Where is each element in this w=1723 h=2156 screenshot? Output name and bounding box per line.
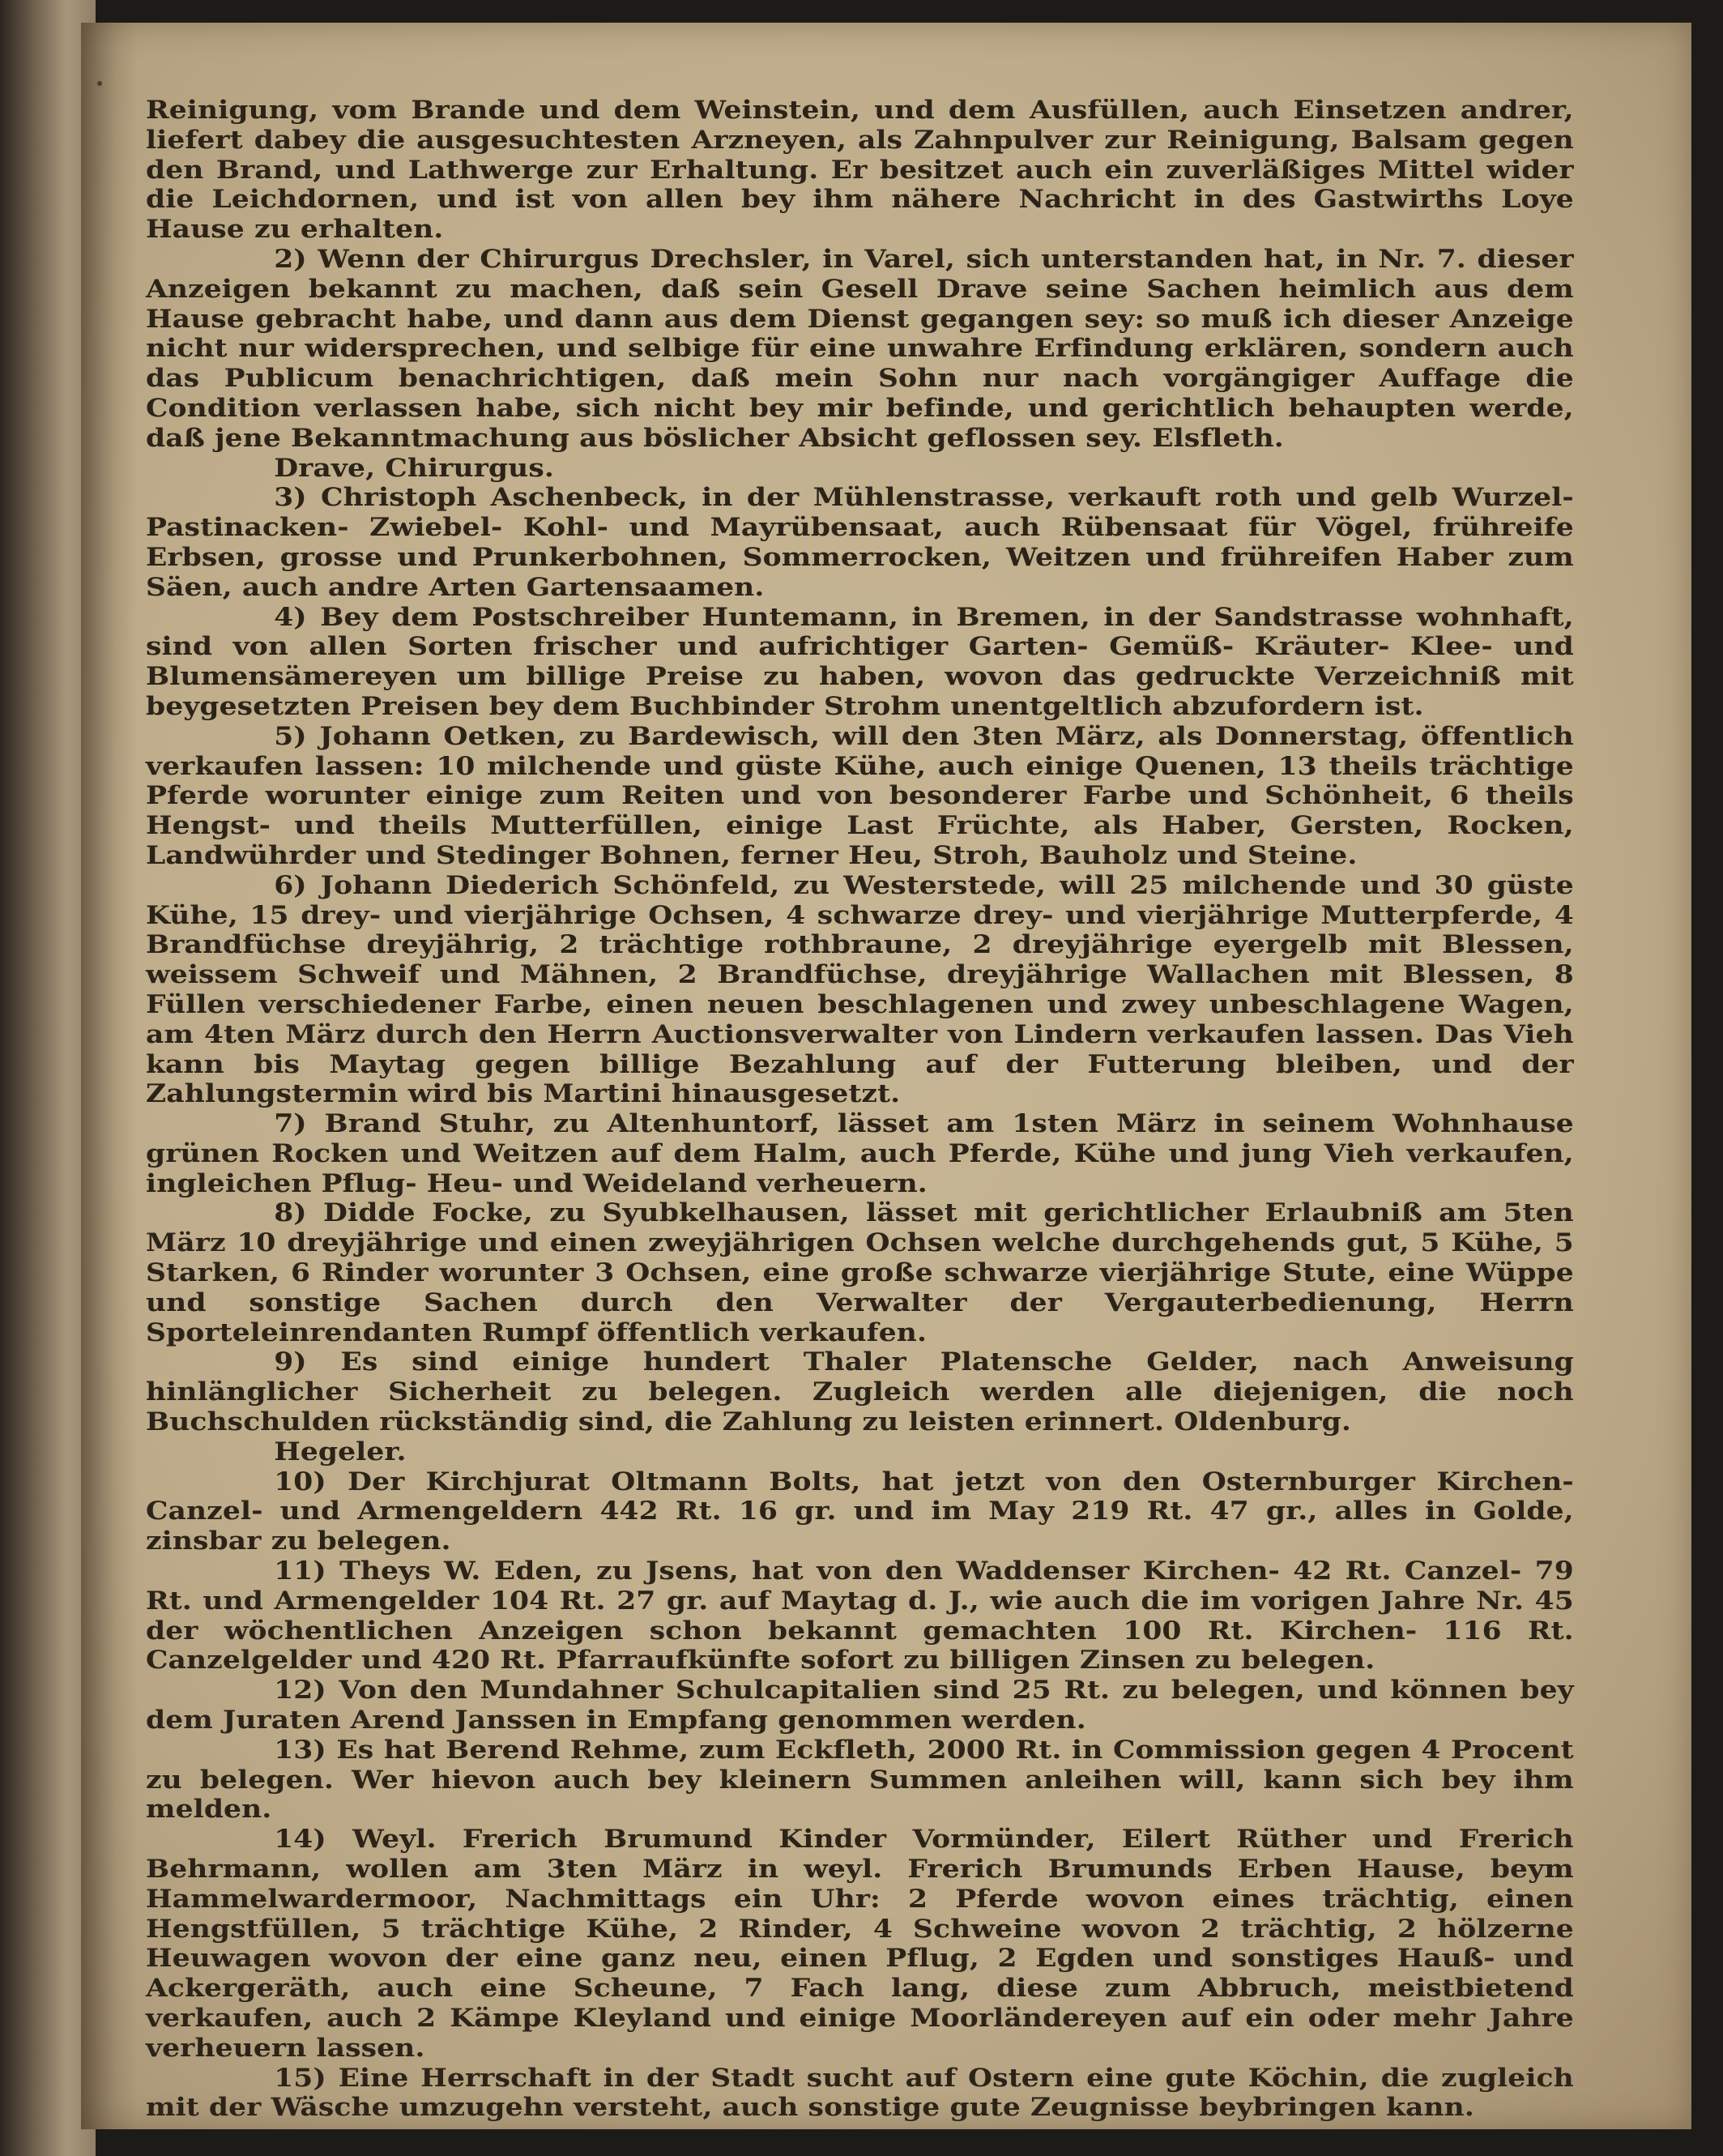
notice-8: 8) Didde Focke, zu Syubkelhausen, lässet mit gerichtlicher Erlaubniß am 5ten März 10 dreyjährige und einen zweyjährigen Ochsen welche durchgehends gut, 5 Kühe, 5 Starken, 6 Rinder worunter 3 Ochsen, eine große schwarze vierjährige Stute, eine Wüppe und sonstige Sachen durch den Verwalter der Vergauterbedienung, Herrn Sporteleinrendanten Rumpf öffentlich verkaufen.: [146, 1198, 1574, 1347]
signature: Drave, Chirurgus.: [274, 453, 554, 483]
notice-14: 14) Weyl. Frerich Brumund Kinder Vormünder, Eilert Rüther und Frerich Behrmann, wollen am 3ten März in weyl. Frerich Brumunds Erben Hause, beym Hammelwardermoor, Nachmittags ein Uhr: 2 Pferde wovon eines trächtig, einen Hengstfüllen, 5 trächtige Kühe, 2 Rinder, 4 Schweine wovon 2 trächtig, 2 hölzerne Heuwagen wovon der eine ganz neu, einen Pflug, 2 Egden und sonstiges Hauß- und Ackergeräth, auch eine Scheune, 7 Fach lang, diese zum Abbruch, meistbietend verkaufen, auch 2 Kämpe Kleyland und einige Moorländereyen auf ein oder mehr Jahre verheuern lassen.: [146, 1825, 1574, 2063]
notice-12: 12) Von den Mundahner Schulcapitalien sind 25 Rt. zu belegen, und können bey dem Juraten Arend Janssen in Empfang genommen werden.: [146, 1676, 1574, 1735]
notice-15: 15) Eine Herrschaft in der Stadt sucht auf Ostern eine gute Köchin, die zugleich mit der Wäsche umzugehn versteht, auch sonstige gute Zeugnisse beybringen kann.: [146, 2063, 1574, 2123]
notice-6: 6) Johann Diederich Schönfeld, zu Westerstede, will 25 milchende und 30 güste Kühe, 15 drey- und vierjährige Ochsen, 4 schwarze drey- und vierjährige Mutterpferde, 4 Brandfüchse dreyjährig, 2 trächtige rothbraune, 2 dreyjährige eyergelb mit Blessen, weissem Schweif und Mähnen, 2 Brandfüchse, dreyjährige Wallachen mit Blessen, 8 Füllen verschiedener Farbe, einen neuen beschlagenen und zwey unbeschlagene Wagen, am 4ten März durch den Herrn Auctionsverwalter von Lindern verkaufen lassen. Das Vieh kann bis Maytag gegen billige Bezahlung auf der Futterung bleiben, und der Zahlungstermin wird bis Martini hinausgesetzt.: [146, 870, 1574, 1109]
notice-3: 3) Christoph Aschenbeck, in der Mühlenstrasse, verkauft roth und gelb Wurzel- Pastinacken- Zwiebel- Kohl- und Mayrübensaat, auch Rübensaat für Vögel, frühreife Erbsen, grosse und Prunkerbohnen, Sommerrocken, Weitzen und frühreifen Haber zum Säen, auch andre Arten Gartensaamen.: [146, 483, 1574, 602]
page-fold-shadow: [81, 23, 138, 2129]
ink-speck: [97, 81, 102, 86]
page-body: [146, 96, 1574, 2123]
notice-4: 4) Bey dem Postschreiber Huntemann, in Bremen, in der Sandstrasse wohnhaft, sind von allen Sorten frischer und aufrichtiger Garten- Gemüß- Kräuter- Klee- und Blumensämereyen um billige Preise zu haben, wovon das gedruckte Verzeichniß mit beygesetzten Preisen bey dem Buchbinder Strohm unentgeltlich abzufordern ist.: [146, 602, 1574, 721]
notice-11: 11) Theys W. Eden, zu Jsens, hat von den Waddenser Kirchen- 42 Rt. Canzel- 79 Rt. und Armengelder 104 Rt. 27 gr. auf Maytag d. J., wie auch die im vorigen Jahre Nr. 45 der wöchentlichen Anzeigen schon bekannt gemachten 100 Rt. Kirchen- 116 Rt. Canzelgelder und 420 Rt. Pfarraufkünfte sofort zu billigen Zinsen zu belegen.: [146, 1556, 1574, 1676]
notice-13: 13) Es hat Berend Rehme, zum Eckfleth, 2000 Rt. in Commission gegen 4 Procent zu belegen. Wer hievon auch bey kleinern Summen anleihen will, kann sich bey ihm melden.: [146, 1735, 1574, 1825]
paragraph-continuation: Reinigung, vom Brande und dem Weinstein, und dem Ausfüllen, auch Einsetzen andrer, liefert dabey die ausgesuchtesten Arzneyen, als Zahnpulver zur Reinigung, Balsam gegen den Brand, und Lathwerge zur Erhaltung. Er besitzet auch ein zuverläßiges Mittel wider die Leichdornen, und ist von allen bey ihm nähere Nachricht in des Gastwirths Loye Hause zu erhalten.: [146, 96, 1574, 245]
notice-5: 5) Johann Oetken, zu Bardewisch, will den 3ten März, als Donnerstag, öffentlich verkaufen lassen: 10 milchende und güste Kühe, auch einige Quenen, 13 theils trächtige Pferde worunter einige zum Reiten und von besonderer Farbe und Schönheit, 6 theils Hengst- und theils Mutterfüllen, einige Last Früchte, als Haber, Gersten, Rocken, Landwührder und Stedinger Bohnen, ferner Heu, Stroh, Bauholz und Steine.: [146, 721, 1574, 870]
signature: Hegeler.: [274, 1437, 407, 1467]
notice-10: 10) Der Kirchjurat Oltmann Bolts, hat jetzt von den Osternburger Kirchen- Canzel- und Armengeldern 442 Rt. 16 gr. und im May 219 Rt. 47 gr., alles in Golde, zinsbar zu belegen.: [146, 1467, 1574, 1556]
notice-2: 2) Wenn der Chirurgus Drechsler, in Varel, sich unterstanden hat, in Nr. 7. dieser Anzeigen bekannt zu machen, daß sein Gesell Drave seine Sachen heimlich aus dem Hause gebracht habe, und dann aus dem Dienst gegangen sey: so muß ich dieser Anzeige nicht nur widersprechen, und selbige für eine unwahre Erfindung erklären, sondern auch das Publicum benachrichtigen, daß mein Sohn nur nach vorgängiger Auffage die Condition verlassen habe, sich nicht bey mir befinde, und gerichtlich behaupten werde, daß jene Bekanntmachung aus böslicher Absicht geflossen sey. Elsfleth. Drave, Chirurgus.: [146, 244, 1574, 483]
notice-7: 7) Brand Stuhr, zu Altenhuntorf, lässet am 1sten März in seinem Wohnhause grünen Rocken und Weitzen auf dem Halm, auch Pferde, Kühe und jung Vieh verkaufen, ingleichen Pflug- Heu- und Weideland verheuern.: [146, 1109, 1574, 1198]
notice-9: 9) Es sind einige hundert Thaler Platensche Gelder, nach Anweisung hinlänglicher Sicherheit zu belegen. Zugleich werden alle diejenigen, die noch Buchschulden rückständig sind, die Zahlung zu leisten erinnert. Oldenburg. Hegeler.: [146, 1347, 1574, 1467]
